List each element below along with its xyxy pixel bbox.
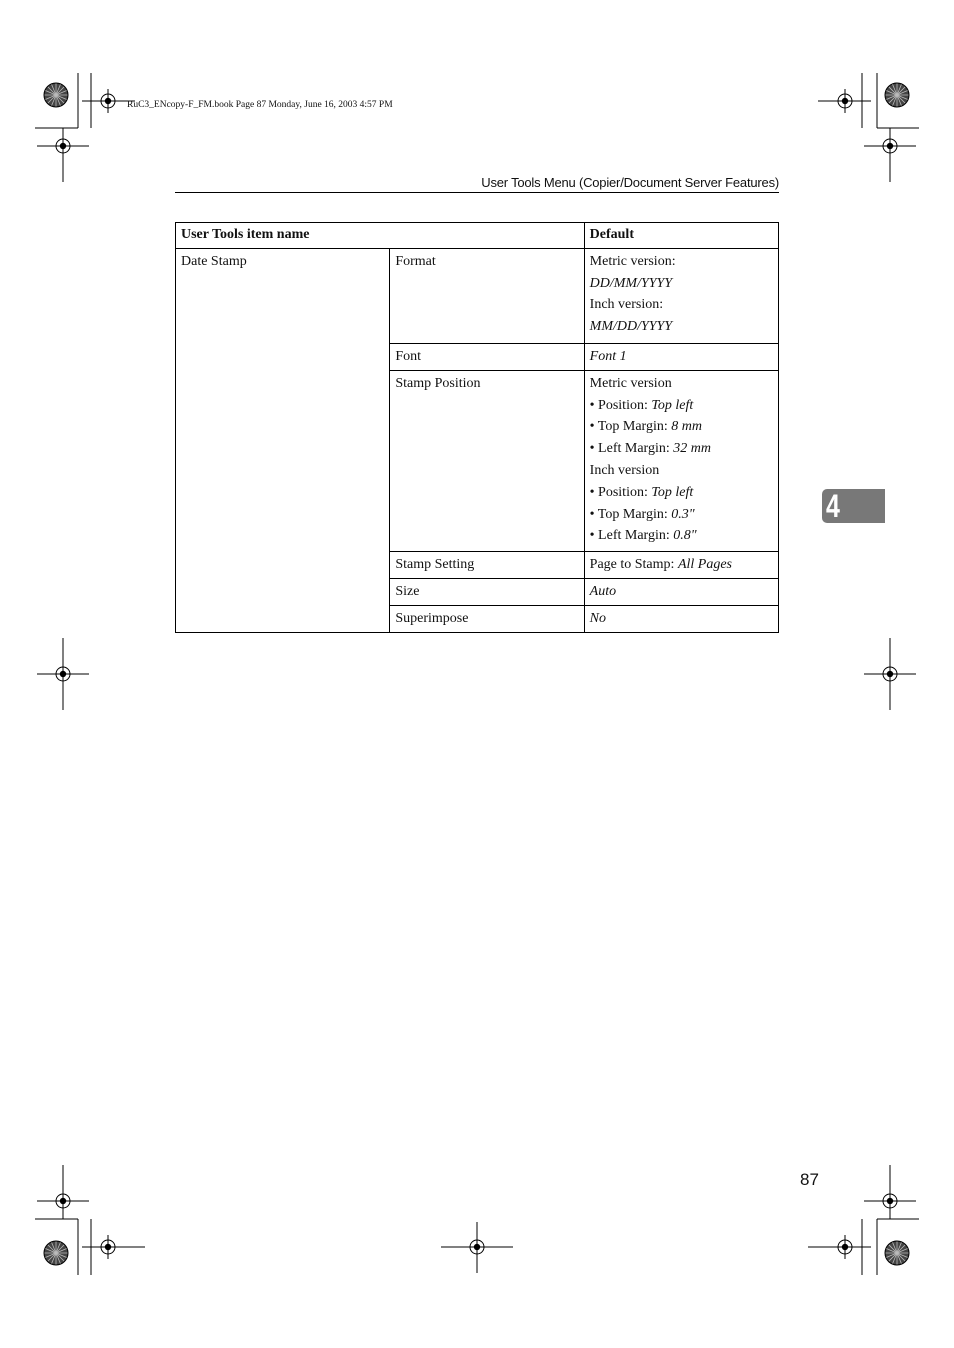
user-tools-table xyxy=(175,222,779,633)
header-default: Default xyxy=(584,223,778,249)
inch-label: Inch version: xyxy=(589,297,664,313)
list-item: • Top Margin: 0.3" xyxy=(589,506,695,522)
default-superimpose: No xyxy=(584,605,778,632)
item-size: Size xyxy=(390,578,584,605)
metric-label: Metric version: xyxy=(589,253,676,269)
header-item-name: User Tools item name xyxy=(176,223,585,249)
default-stamp-setting: Page to Stamp: All Pages xyxy=(584,552,778,579)
table-header-row xyxy=(176,223,779,249)
item-stamp-setting: Stamp Setting xyxy=(390,552,584,579)
chapter-tab xyxy=(822,489,885,523)
chapter-number: 4 xyxy=(826,488,840,524)
metric-value: DD/MM/YYYY xyxy=(589,275,673,291)
list-item: • Position: Top left xyxy=(589,397,694,413)
page-number: 87 xyxy=(800,1170,819,1189)
default-format xyxy=(584,248,778,343)
list-item: • Left Margin: 32 mm xyxy=(589,441,711,457)
item-format: Format xyxy=(390,248,584,343)
inch-label: Inch version xyxy=(589,462,660,478)
book-file-info: RuC3_ENcopy-F_FM.book Page 87 Monday, June 16, 2003 4:57 PM xyxy=(127,100,393,110)
running-head: User Tools Menu (Copier/Document Server Features) xyxy=(175,173,779,193)
list-item: • Position: Top left xyxy=(589,484,694,500)
default-size: Auto xyxy=(584,578,778,605)
table-row xyxy=(176,248,779,343)
inch-value: MM/DD/YYYY xyxy=(589,319,673,335)
metric-label: Metric version xyxy=(589,375,672,391)
group-date-stamp: Date Stamp xyxy=(176,248,390,632)
item-font: Font xyxy=(390,343,584,370)
default-font: Font 1 xyxy=(584,343,778,370)
list-item: • Top Margin: 8 mm xyxy=(589,419,702,435)
list-item: • Left Margin: 0.8" xyxy=(589,528,697,544)
item-superimpose: Superimpose xyxy=(390,605,584,632)
item-stamp-position: Stamp Position xyxy=(390,370,584,551)
default-stamp-position xyxy=(584,370,778,551)
